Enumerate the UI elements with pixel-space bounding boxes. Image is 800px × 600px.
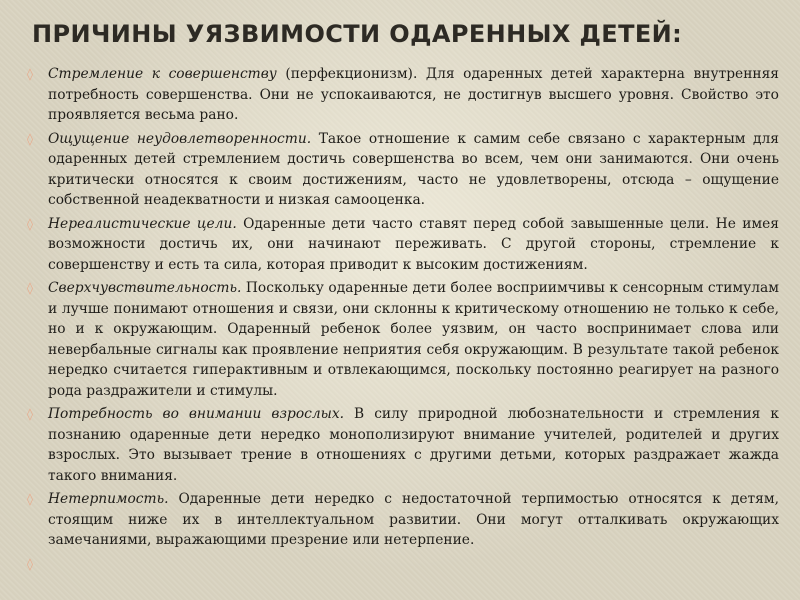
item-text: Одаренные дети часто ставят перед собой завышенные цели. Не имея возможности достичь их, они начинают переживать. С другой стороны, стремление к совершенству и есть та сила, которая приводит к высоким достижениям.: [48, 215, 779, 273]
item-term: Потребность во внимании взрослых.: [48, 406, 345, 422]
list-item-empty: [27, 554, 779, 574]
item-term: Нетерпимость.: [48, 491, 169, 507]
diamond-bullet-icon: ◊: [27, 131, 33, 146]
item-text: Поскольку одаренные дети более восприимчивы к сенсорным стимулам и лучше понимают отношения и связи, они склонны к критическому отношению не только к себе, но и к окружающим. Одаренный ребенок более уязвим, он часто воспринимает слова или невербальные сигналы как проявление неприятия себя окружающим. В результате такой ребенок нередко считается гиперактивным и отвлекающимся, поскольку постоянно реагирует на разного рода раздражители и стимулы.: [48, 280, 779, 399]
item-term: Нереалистические цели.: [48, 215, 237, 232]
item-text: (перфекционизм). Для одаренных детей характерна внутренняя потребность совершенства. Они не успокаиваются, не достигнув высшего уровня. Свойство это проявляется весьма рано.: [48, 66, 779, 123]
diamond-bullet-icon: ◊: [27, 492, 33, 506]
list-item: [27, 129, 779, 211]
list-item: [27, 214, 779, 276]
diamond-bullet-icon: ◊: [27, 67, 33, 81]
list-item: [27, 489, 779, 551]
diamond-bullet-icon: ◊: [27, 556, 33, 571]
list-item: [27, 404, 779, 486]
diamond-bullet-icon: ◊: [27, 216, 33, 231]
diamond-bullet-icon: ◊: [27, 407, 33, 421]
slide-title: ПРИЧИНЫ УЯЗВИМОСТИ ОДАРЕННЫХ ДЕТЕЙ:: [32, 20, 683, 48]
item-term: Сверхчувствительность.: [48, 280, 242, 296]
item-text: Такое отношение к самим себе связано с характерным для одаренных детей стремлением достичь совершенства во всем, чем они занимаются. Они очень критически относятся к своим достижениям, часто не удовлетворены, отсюда – ощущение собственной неадекватности и низкая самооценка.: [48, 130, 779, 208]
list-item: [27, 64, 779, 126]
item-term: Стремление к совершенству: [48, 66, 277, 82]
item-text: Одаренные дети нередко с недостаточной терпимостью относятся к детям, стоящим ниже их в интеллектуальном развитии. Они могут отталкивать окружающих замечаниями, выражающими презрение или нетерпение.: [48, 491, 779, 548]
item-text: В силу природной любознательности и стремления к познанию одаренные дети нередко монополизируют внимание учителей, родителей и других взрослых. Это вызывает трение в отношениях с другими детьми, которых раздражает жажда такого внимания.: [48, 406, 779, 484]
list-item: [27, 278, 779, 401]
item-term: Ощущение неудовлетворенности.: [48, 130, 312, 147]
diamond-bullet-icon: ◊: [27, 281, 33, 295]
reasons-list: [27, 64, 779, 577]
